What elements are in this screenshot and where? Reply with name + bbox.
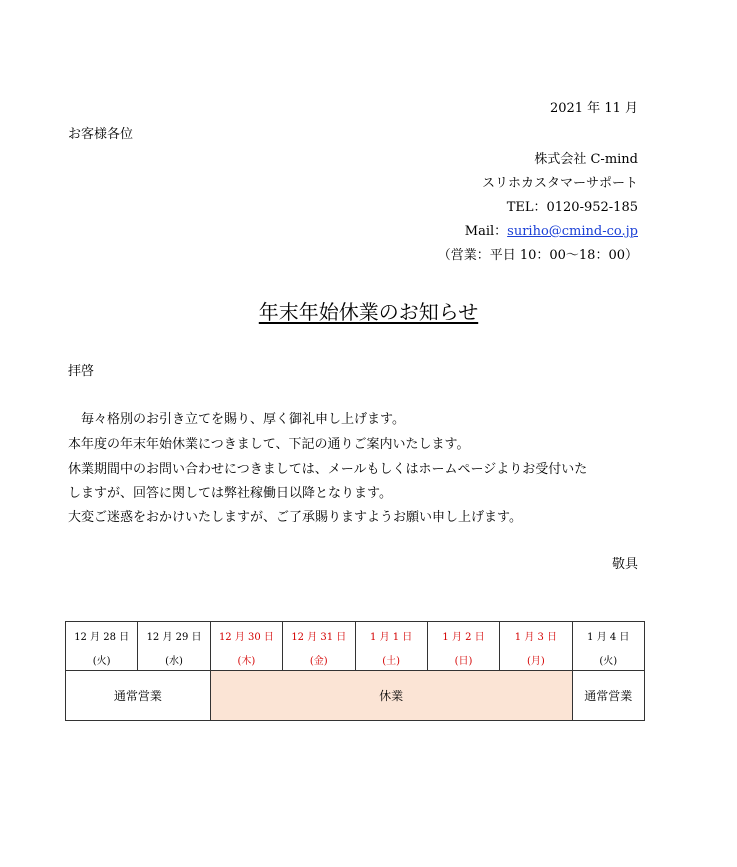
schedule-weekday: (日)	[427, 648, 499, 671]
mail-label: Mail：	[464, 224, 508, 239]
schedule-date-row	[66, 622, 645, 649]
schedule-date: 12 月 31 日	[283, 622, 355, 649]
body-line-4: しますが、回答に関しては弊社稼働日以降となります。	[68, 486, 392, 501]
status-open-before: 通常営業	[66, 671, 211, 721]
schedule-date: 1 月 1 日	[355, 622, 427, 649]
body-line-2: 本年度の年末年始休業につきまして、下記の通りご案内いたします。	[68, 437, 470, 452]
schedule-date: 1 月 3 日	[500, 622, 572, 649]
body-line-3: 休業期間中のお問い合わせにつきましては、メールもしくはホームページよりお受付いた	[68, 462, 588, 477]
schedule-date: 1 月 4 日	[572, 622, 644, 649]
addressee: お客様各位	[68, 127, 134, 142]
status-closed: 休業	[210, 671, 572, 721]
schedule-weekday: (土)	[355, 648, 427, 671]
body-line-5: 大変ご迷惑をおかけいたしますが、ご了承賜りますようお願い申し上げます。	[68, 510, 522, 525]
business-hours: （営業：平日 10：00～18：00）	[437, 248, 638, 263]
schedule-weekday: (水)	[138, 648, 210, 671]
status-open-after: 通常営業	[572, 671, 644, 721]
schedule-weekday: (木)	[210, 648, 282, 671]
schedule-status-row	[66, 671, 645, 721]
schedule-weekday: (火)	[572, 648, 644, 671]
sender-tel: TEL：0120-952-185	[506, 200, 638, 215]
mail-link[interactable]: suriho@cmind-co.jp	[507, 224, 638, 239]
schedule-date: 12 月 29 日	[138, 622, 210, 649]
sender-company: 株式会社 C-mind	[534, 152, 638, 167]
schedule-weekday: (金)	[283, 648, 355, 671]
document-title: 年末年始休業のお知らせ	[258, 300, 479, 324]
sender-mail	[465, 220, 638, 239]
schedule-weekday: (月)	[500, 648, 572, 671]
holiday-schedule-table	[65, 621, 645, 721]
closing: 敬具	[611, 557, 638, 572]
schedule-date: 12 月 28 日	[66, 622, 138, 649]
schedule-date: 12 月 30 日	[210, 622, 282, 649]
schedule-date: 1 月 2 日	[427, 622, 499, 649]
body-line-1: 毎々格別のお引き立てを賜り、厚く御礼申し上げます。	[68, 412, 405, 427]
letter-date: 2021 年 11 月	[549, 101, 638, 116]
salutation: 拝啓	[68, 364, 95, 379]
sender-department: スリホカスタマーサポート	[481, 176, 638, 191]
schedule-weekday: (火)	[66, 648, 138, 671]
schedule-weekday-row	[66, 648, 645, 671]
